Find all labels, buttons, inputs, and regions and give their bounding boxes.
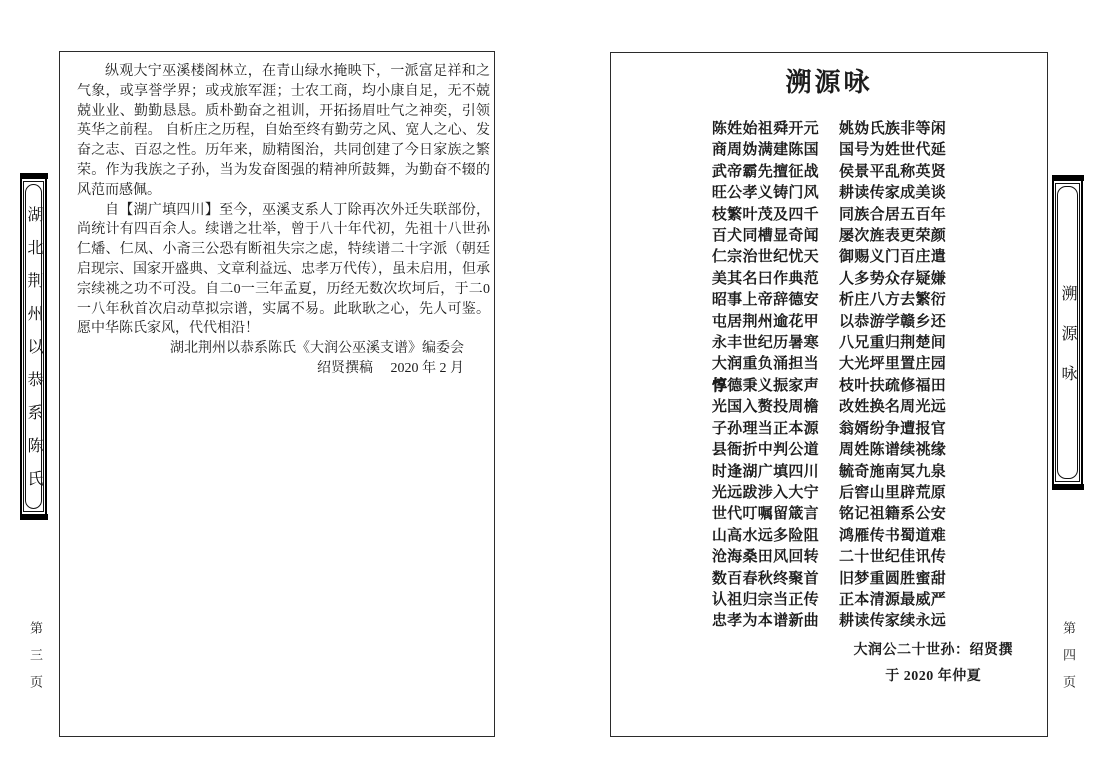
poem-left-half: 认祖归宗当正传 bbox=[711, 591, 819, 608]
poem-right-half: 旧梦重圆胜蜜甜 bbox=[838, 570, 947, 587]
poem-right-half: 御赐义门百庄遣 bbox=[838, 249, 947, 266]
poem-line bbox=[712, 205, 946, 226]
poem-left-half: 山高水远多险阻 bbox=[711, 527, 819, 544]
poem-left-half: 枝繁叶茂及四千 bbox=[711, 206, 819, 223]
poem-right-half: 人多势众存疑嫌 bbox=[838, 270, 947, 287]
spine-ornament-bottom-cap bbox=[1052, 484, 1084, 490]
poem-line bbox=[712, 526, 946, 547]
spine-ornament-top-cap bbox=[1052, 175, 1084, 181]
poem-right-half: 耕读传家续永远 bbox=[838, 613, 947, 630]
poem-line bbox=[712, 504, 946, 525]
poem-right-half: 析庄八方去繁衍 bbox=[838, 292, 947, 309]
spine-ornament-top-cap bbox=[20, 173, 48, 179]
poem-right-half: 改姓换名周光远 bbox=[838, 399, 947, 416]
spine-ornament-frame bbox=[1055, 183, 1080, 482]
paragraph-overview: 纵观大宁巫溪楼阁林立，在青山绿水掩映下，一派富足祥和之气象，或享誉学界；或戎旅军涯；士农工商，均小康自足，无不兢兢业业、勤勤恳恳。质朴勤奋之祖训，开拓扬眉吐气之神奕，引领英华之前程。 自析庄之历程，自始至终有勤劳之风、宽人之心、发奋之志、百忍之性。历年来，励精图治，共同创建了今日家族之繁荣。作为我族之子孙，当为发奋图强的精神所鼓舞，为勤奋不辍的风范而感佩。 bbox=[77, 64, 490, 198]
spine-ornament-bottom-cap bbox=[20, 514, 48, 520]
poem-right-half: 铭记祖籍系公安 bbox=[838, 506, 947, 523]
poem-right-half: 翁婿纷争遭报官 bbox=[838, 420, 947, 437]
poem-line bbox=[712, 354, 946, 375]
poem-line bbox=[712, 397, 946, 418]
attribution-line1: 大润公二十世孙：绍贤撰 bbox=[853, 643, 1013, 658]
paragraph-genealogy: 自【湖广填四川】至今，巫溪支系人丁除再次外迁失联部份，尚统计有四百余人。续谱之壮举，曾于八十年代初，先祖十八世孙仁燔、仁凤、小斋三公恐有断祖失宗之虑，特续谱二十字派（朝廷启现宗、国家开盛典、文章利益远、忠孝万代传），虽未启用，但承宗续祧之功不可没。自二0一三年孟夏，历经无数次坎坷后，于二0一八年秋首次启动草拟宗谱，实属不易。此耿耿之心，先人可鉴。愿中华陈氏家风，代代相沿！ bbox=[77, 202, 490, 337]
poem-line bbox=[712, 183, 946, 204]
poem-left-half: 时逢湖广填四川 bbox=[711, 463, 819, 480]
signature-committee: 湖北荆州以恭系陈氏《大润公巫溪支谱》编委会 bbox=[170, 341, 464, 357]
poem-left-half: 大润重负涌担当 bbox=[711, 356, 819, 373]
left-spine-ornament-box bbox=[20, 173, 47, 520]
signature-author-date: 绍贤撰稿 2020 年 2 月 bbox=[317, 360, 464, 376]
attribution-line2: 于 2020 年仲夏 bbox=[885, 669, 982, 684]
poem-left-half: 世代叮嘱留箴言 bbox=[711, 506, 819, 523]
left-page-number: 第三页 bbox=[28, 621, 43, 702]
poem-line bbox=[712, 569, 946, 590]
poem-line bbox=[712, 590, 946, 611]
poem-right-half: 屡次旌表更荣颜 bbox=[838, 228, 947, 245]
poem-line bbox=[712, 483, 946, 504]
left-page-text bbox=[60, 52, 494, 379]
poem-left-half: 百犬同槽显奇闻 bbox=[711, 228, 819, 245]
poem-left-half: 光远跋涉入大宁 bbox=[711, 484, 819, 501]
poem-right-half: 侯景平乱称英贤 bbox=[838, 163, 947, 180]
poem-line bbox=[712, 419, 946, 440]
poem bbox=[712, 119, 946, 633]
page-title: 溯源咏 bbox=[785, 68, 873, 97]
poem-line bbox=[712, 440, 946, 461]
poem-left-half: 县衙折中判公道 bbox=[711, 442, 819, 459]
poem-line bbox=[712, 269, 946, 290]
poem-left-half: 忠孝为本谱新曲 bbox=[711, 613, 819, 630]
poem-right-half: 后窖山里辟荒原 bbox=[838, 484, 947, 501]
right-page bbox=[610, 52, 1048, 737]
spine-ornament-frame bbox=[23, 181, 44, 512]
poem-left-half: 仁宗治世纪忧天 bbox=[711, 249, 819, 266]
poem-right-half: 国号为姓世代延 bbox=[838, 142, 947, 159]
poem-left-half: 商周妫满建陈国 bbox=[711, 142, 819, 159]
poem-left-half: 美其名曰作典范 bbox=[711, 270, 819, 287]
attribution bbox=[854, 638, 1014, 690]
poem-right-half: 鸿雁传书蜀道难 bbox=[838, 527, 947, 544]
poem-right-half: 同族合居五百年 bbox=[838, 206, 947, 223]
poem-line bbox=[712, 376, 946, 397]
right-spine-ornament-box bbox=[1052, 175, 1083, 490]
poem-left-half: 昭事上帝辞德安 bbox=[711, 292, 819, 309]
poem-right-half: 正本清源最威严 bbox=[838, 591, 947, 608]
poem-left-half: 子孙理当正本源 bbox=[711, 420, 819, 437]
right-page-number: 第四页 bbox=[1061, 621, 1076, 702]
poem-right-half: 八兄重归荆楚间 bbox=[838, 335, 947, 352]
poem-right-half: 耕读传家成美谈 bbox=[838, 185, 947, 202]
poem-left-half: 惇德秉义振家声 bbox=[711, 377, 819, 394]
poem-line bbox=[712, 462, 946, 483]
poem-right-half: 周姓陈谱续祧缘 bbox=[838, 442, 947, 459]
poem-line bbox=[712, 226, 946, 247]
poem-line bbox=[712, 119, 946, 140]
poem-left-half: 武帝霸先擅征战 bbox=[711, 163, 819, 180]
poem-line bbox=[712, 312, 946, 333]
poem-line bbox=[712, 547, 946, 568]
poem-line bbox=[712, 162, 946, 183]
poem-line bbox=[712, 333, 946, 354]
poem-left-half: 数百春秋终聚首 bbox=[711, 570, 819, 587]
poem-line bbox=[712, 140, 946, 161]
left-page bbox=[59, 51, 495, 737]
poem-right-half: 毓奇施南冥九泉 bbox=[838, 463, 947, 480]
poem-line bbox=[712, 247, 946, 268]
poem-line bbox=[712, 290, 946, 311]
right-spine-title: 溯源咏 bbox=[1059, 284, 1076, 405]
poem-left-half: 旺公孝义铸门风 bbox=[711, 185, 819, 202]
poem-right-half: 姚妫氏族非等闲 bbox=[838, 121, 947, 137]
poem-left-half: 沧海桑田风回转 bbox=[711, 549, 819, 566]
poem-right-half: 枝叶扶疏修福田 bbox=[839, 377, 947, 394]
poem-left-half: 屯居荆州逾花甲 bbox=[711, 313, 819, 330]
poem-line bbox=[712, 611, 946, 632]
poem-right-half: 大光坪里置庄园 bbox=[838, 356, 947, 373]
poem-left-half: 光国入赘投周檐 bbox=[711, 399, 819, 416]
poem-left-half: 永丰世纪历暑寒 bbox=[711, 335, 819, 352]
poem-left-half: 陈姓始祖舜开元 bbox=[711, 121, 819, 137]
left-spine-title: 湖北荆州以恭系陈氏 bbox=[25, 206, 42, 503]
poem-right-half: 以恭游学赣乡还 bbox=[838, 313, 947, 330]
poem-right-half: 二十世纪佳讯传 bbox=[838, 549, 947, 566]
